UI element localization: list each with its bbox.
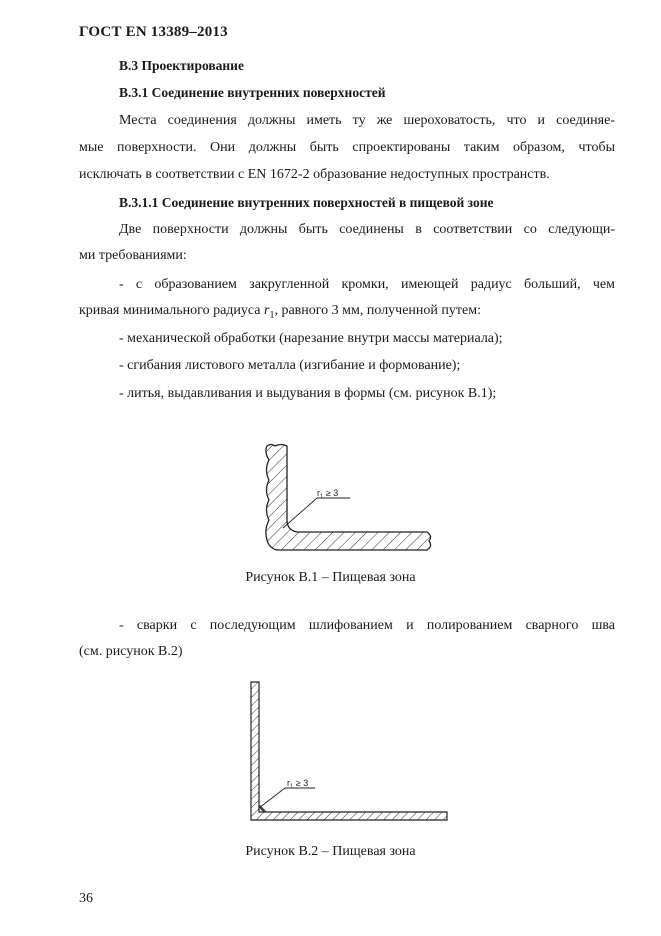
sub-item-machining: - механической обработки (нарезание внутри массы материала); [119,331,503,346]
figure-1-profile [266,445,431,551]
paragraph-2-line-1: Две поверхности должны быть соединены в соответствии со следующи- [119,222,615,237]
figure-2-caption: Рисунок B.2 – Пищевая зона [245,844,416,859]
figure-1-radius-leader [283,498,350,528]
radius-symbol: r [264,303,270,318]
figure-1-drawing [255,440,440,555]
figure-2-radius-label: $r_1 \ge 3$ [287,778,309,790]
section-heading: B.3 Проектирование [119,58,244,73]
bullet-1-line-2: кривая минимального радиуса $r_1$, равного 3 мм, полученной путем: [79,303,481,321]
page-number: 36 [79,891,93,906]
paragraph-2-line-2: ми требованиями: [79,248,187,263]
document-header: ГОСТ EN 13389–2013 [79,24,228,40]
figure-1-radius-label: $r_1 \ge 3$ [317,488,339,500]
radius-subscript: 1 [269,309,275,321]
paragraph-1-line-2: мые поверхности. Они должны быть спроектированы таким образом, чтобы [79,140,615,155]
sub-item-casting: - литья, выдавливания и выдувания в формы (см. рисунок B.1); [119,386,497,401]
bullet-2-line-2: (см. рисунок B.2) [79,644,183,659]
subsection-heading: B.3.1 Соединение внутренних поверхностей [119,85,386,100]
bullet-1-line-1: - с образованием закругленной кромки, имеющей радиус больший, чем [119,277,615,292]
bullet-2-line-1: - сварки с последующим шлифованием и полированием сварного шва [119,618,615,633]
figure-2-profile [251,682,447,820]
sub-item-bending: - сгибания листового металла (изгибание и формование); [119,358,461,373]
figure-2-radius-leader [259,788,315,808]
figure-2-drawing [245,678,455,828]
figure-1-caption: Рисунок B.1 – Пищевая зона [245,570,416,585]
paragraph-1-line-1: Места соединения должны иметь ту же шероховатость, что и соединяе- [119,113,615,128]
paragraph-1-line-3: исключать в соответствии с EN 1672-2 образование недоступных пространств. [79,167,550,182]
subsubsection-heading: B.3.1.1 Соединение внутренних поверхностей в пищевой зоне [119,195,494,210]
